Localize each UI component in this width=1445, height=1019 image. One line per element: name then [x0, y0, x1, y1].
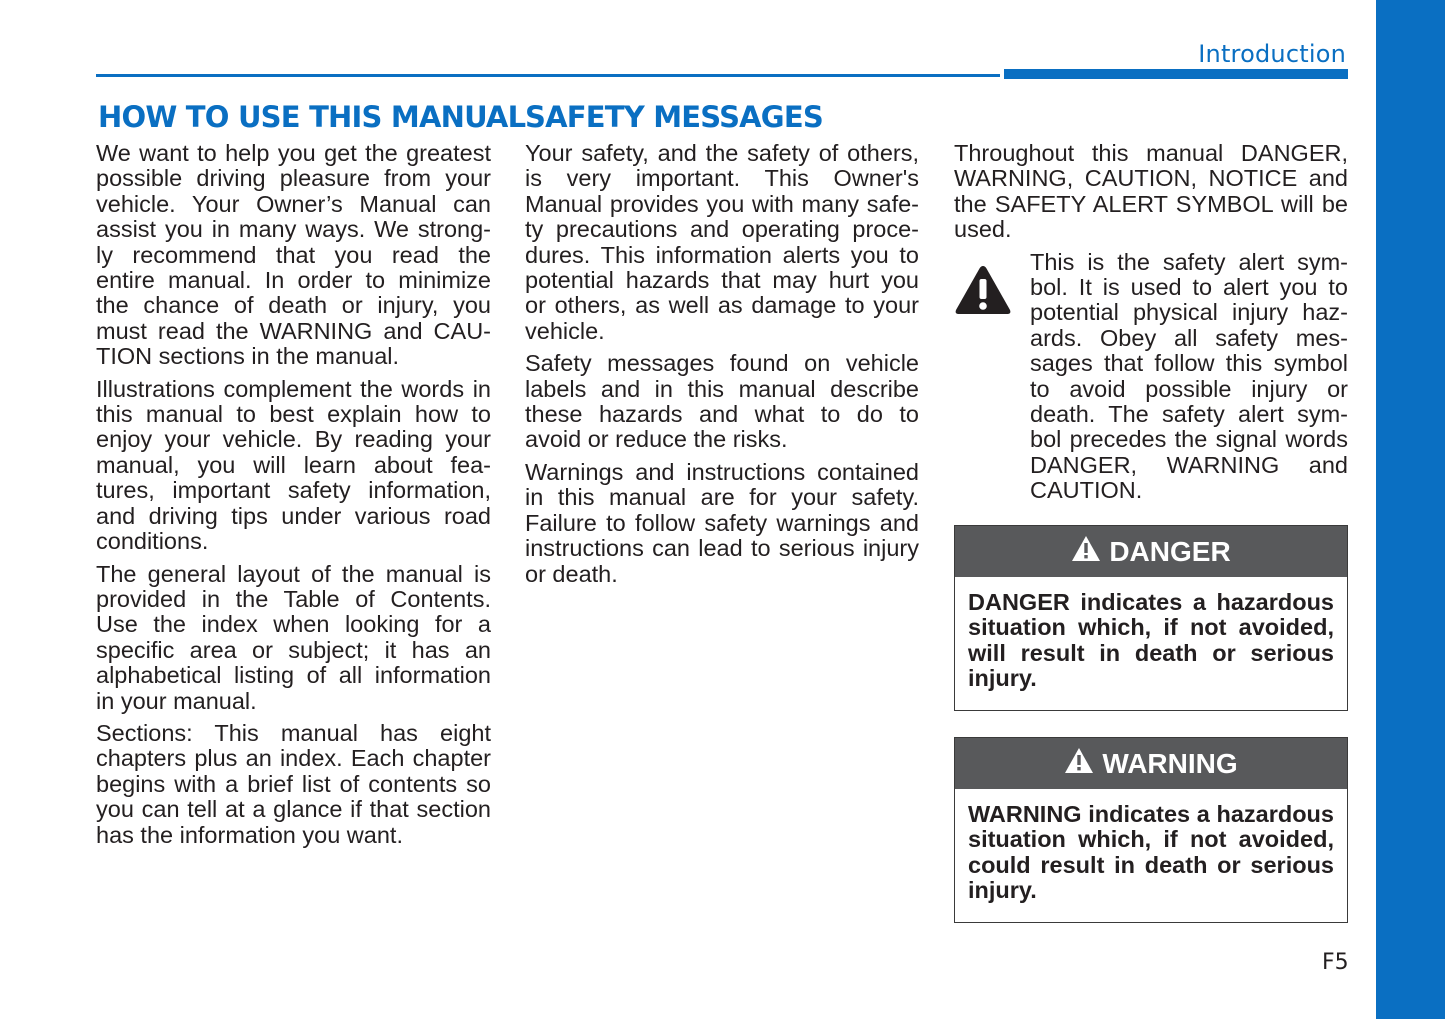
warning-box	[954, 737, 1348, 923]
heading-how-to-use: HOW TO USE THIS MANUAL	[98, 100, 526, 134]
safety-alert-description: This is the safety alert sym-bol. It is used to alert you to potential physical injury haz-ards. Obey all safety mes-sages that follow this symbol to avoid possible injury or death. The safety alert sym-bol precedes the signal words DANGER, WARNING and CAUTION.	[1030, 248, 1348, 504]
paragraph: Safety messages found on vehicle labels and in this manual describe these hazards and what to do to avoid or reduce the risks.	[525, 350, 919, 453]
danger-box	[954, 525, 1348, 711]
paragraph: We want to help you get the greatest possible driving pleasure from your vehicle. Your Owner’s Manual can assist you in many ways. We strong-ly recommend that you read the entire manual. In order to minimize the chance of death or injury, you must read the WARNING and CAU-TION sections in the manual.	[96, 140, 491, 370]
safety-alert-triangle-icon	[954, 250, 1030, 511]
heading-safety-messages: SAFETY MESSAGES	[525, 100, 823, 134]
paragraph: Your safety, and the safety of others, is very important. This Owner's Manual provides you with many safe-ty precautions and operating proce-dures. This information alerts you to potential hazards that may hurt you or others, as well as damage to your vehicle.	[525, 140, 919, 344]
warning-triangle-icon	[1064, 747, 1094, 781]
paragraph: Sections: This manual has eight chapters plus an index. Each chapter begins with a brief list of contents so you can tell at a glance if that section has the information you want.	[96, 719, 491, 848]
warning-box-header	[955, 738, 1347, 789]
paragraph: The general layout of the manual is provided in the Table of Contents. Use the index when looking for a specific area or subject; it has an alphabetical listing of all information in your manual.	[96, 560, 491, 714]
warning-triangle-icon	[1071, 535, 1101, 569]
danger-box-header	[955, 526, 1347, 577]
warning-text: WARNING indicates a hazardous situation which, if not avoided, could result in death or serious injury.	[968, 801, 1334, 904]
header-rule-accent	[1004, 69, 1348, 79]
danger-title: DANGER	[1109, 535, 1231, 567]
paragraph: Illustrations complement the words in this manual to best explain how to enjoy your vehicle. By reading your manual, you will learn about fea-tures, important safety information, and driving tips under various road conditions.	[96, 375, 491, 555]
danger-text: DANGER indicates a hazardous situation which, if not avoided, will result in death or serious injury.	[968, 589, 1334, 692]
header-rule	[96, 74, 1000, 77]
paragraph: Warnings and instructions contained in this manual are for your safety. Failure to follow safety warnings and instructions can lead to serious injury or death.	[525, 458, 919, 587]
page-number: F5	[1322, 950, 1349, 975]
paragraph-intro: Throughout this manual DANGER, WARNING, CAUTION, NOTICE and the SAFETY ALERT SYMBOL will be used.	[954, 140, 1348, 243]
middle-column	[525, 141, 919, 594]
section-title: Introduction	[1198, 40, 1346, 68]
warning-title: WARNING	[1102, 747, 1238, 779]
side-tab-bar	[1376, 0, 1445, 1019]
right-column	[954, 141, 1348, 511]
left-column	[96, 141, 491, 855]
safety-alert-block	[954, 250, 1348, 511]
